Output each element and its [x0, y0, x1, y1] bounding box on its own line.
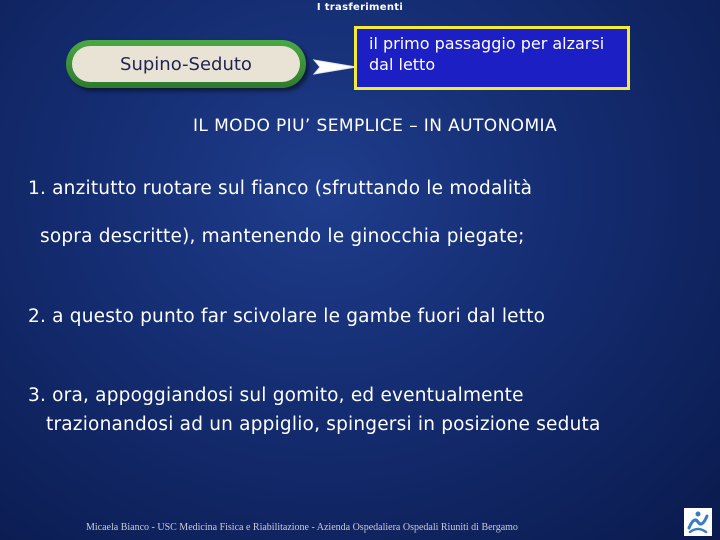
list-item-3-line-1: 3. ora, appoggiandosi sul gomito, ed eventualmente	[28, 385, 524, 406]
list-item-1-line-1: 1. anzitutto ruotare sul fianco (sfruttando le modalità	[28, 178, 533, 199]
slide-subtitle: IL MODO PIU’ SEMPLICE – IN AUTONOMIA	[193, 116, 557, 136]
supino-seduto-box-inner	[72, 46, 300, 82]
slide-header-title: I trasferimenti	[316, 2, 404, 13]
slide-footer: Micaela Bianco - USC Medicina Fisica e Riabilitazione - Azienda Ospedaliera Ospedali Riuniti di Bergamo	[86, 522, 518, 533]
list-item-3-line-2: trazionandosi ad un appiglio, spingersi in posizione seduta	[46, 414, 601, 435]
list-item-1-line-2: sopra descritte), mantenendo le ginocchia piegate;	[40, 226, 525, 247]
supino-seduto-label: Supino-Seduto	[120, 53, 252, 75]
callout-box: il primo passaggio per alzarsi dal letto	[354, 26, 630, 90]
connector-arrow-icon	[312, 56, 358, 78]
hospital-logo-icon	[684, 508, 712, 536]
supino-seduto-box	[66, 40, 306, 88]
list-item-2: 2. a questo punto far scivolare le gambe fuori dal letto	[28, 306, 546, 327]
